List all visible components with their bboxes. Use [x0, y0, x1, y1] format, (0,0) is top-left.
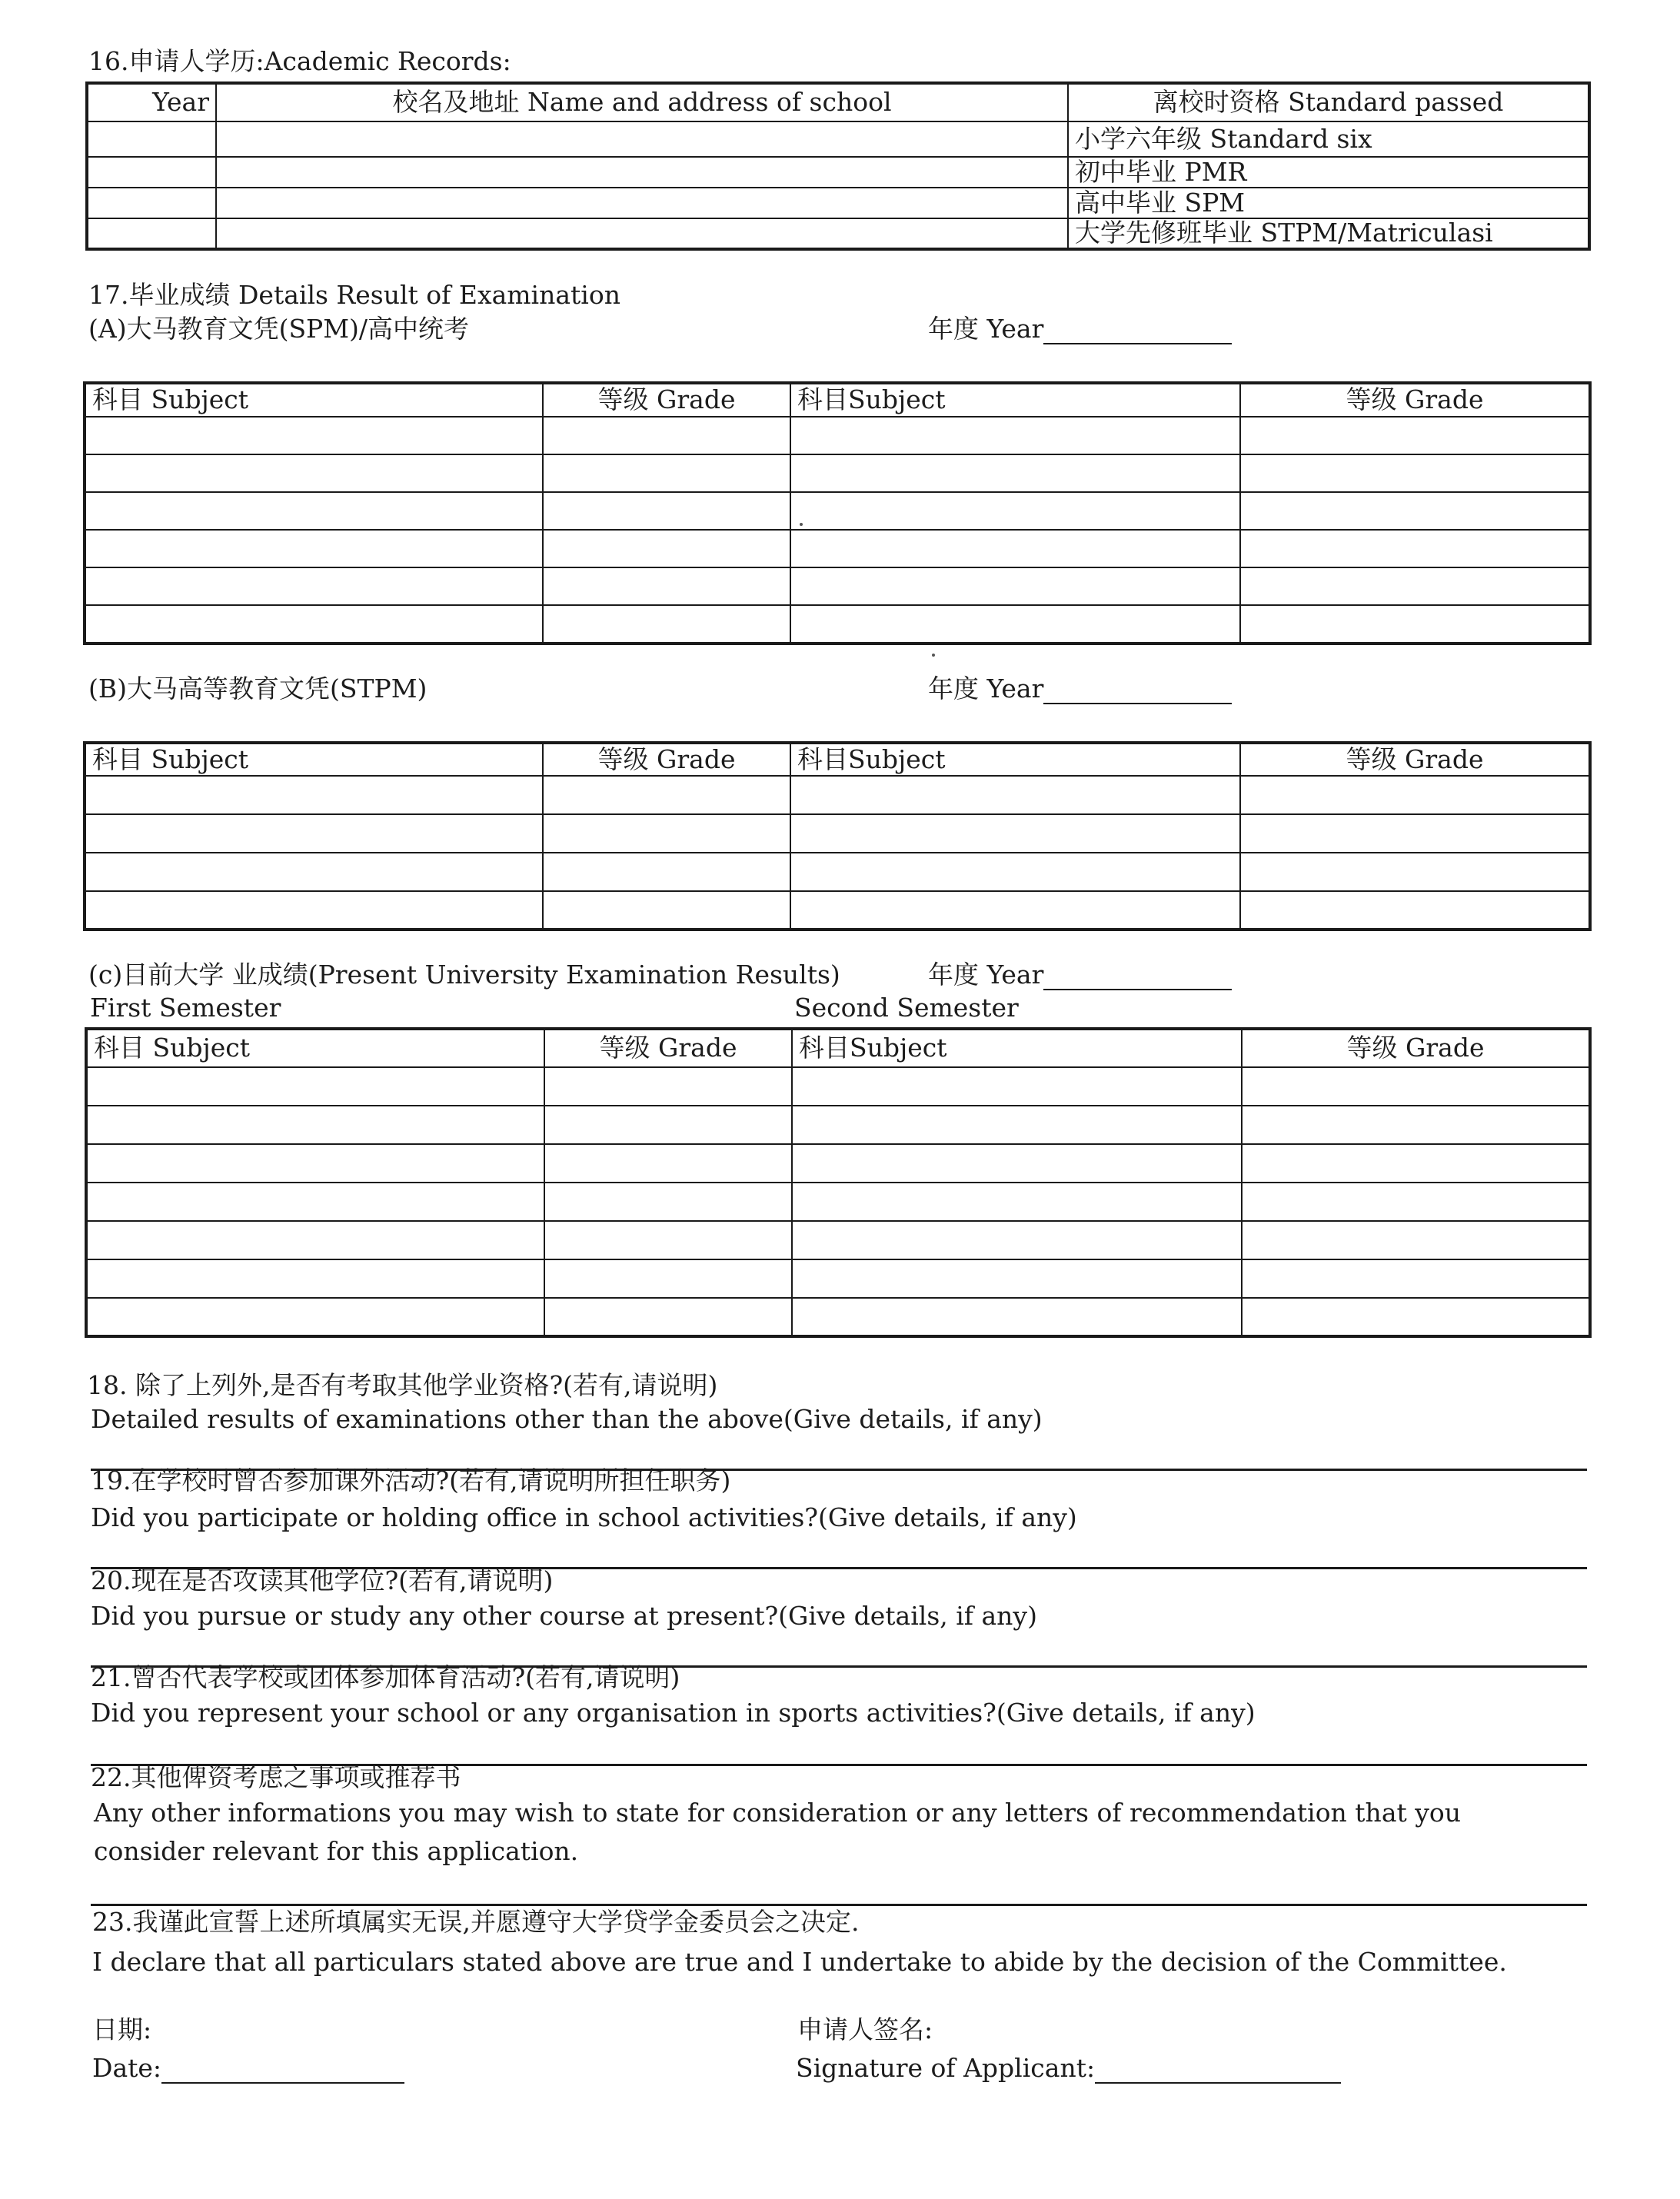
section-17b-title: (B)大马高等教育文凭(STPM) [88, 674, 427, 704]
grade-cell[interactable] [1242, 1221, 1590, 1259]
grade-cell[interactable] [544, 1298, 792, 1336]
subject-cell[interactable] [85, 567, 543, 605]
section-22-en-line2: consider relevant for this application. [94, 1836, 579, 1866]
school-cell[interactable] [216, 188, 1068, 218]
grade-cell[interactable] [1240, 891, 1590, 930]
grade-cell[interactable] [1240, 776, 1590, 814]
subject-cell[interactable] [86, 1144, 544, 1183]
signature-label-cn: 申请人签名: [797, 2014, 933, 2044]
subject-cell[interactable] [85, 776, 543, 814]
grade-cell[interactable] [1240, 530, 1590, 567]
section-23-cn: 23.我谨此宣誓上述所填属实无误,并愿遵守大学贷学金委员会之决定. [92, 1907, 860, 1937]
section-20-en: Did you pursue or study any other course at present?(Give details, if any) [91, 1601, 1037, 1631]
section-20-cn: 20.现在是否攻读其他学位?(若有,请说明) [91, 1565, 554, 1595]
header-school: 校名及地址 Name and address of school [216, 83, 1068, 121]
signature-field [796, 2053, 1341, 2084]
subject-cell[interactable] [792, 1259, 1242, 1298]
grade-cell[interactable] [1240, 492, 1590, 530]
section-18-cn: 18. 除了上列外,是否有考取其他学业资格?(若有,请说明) [87, 1370, 718, 1400]
school-cell[interactable] [216, 218, 1068, 249]
subject-cell[interactable] [792, 1067, 1242, 1106]
subject-cell[interactable] [790, 814, 1240, 853]
date-label-en: Date: [92, 2053, 162, 2083]
subject-cell[interactable] [790, 454, 1240, 492]
date-label-cn: 日期: [92, 2014, 152, 2044]
header-subject: 科目Subject [792, 1029, 1242, 1067]
school-cell[interactable] [216, 121, 1068, 157]
grade-cell[interactable] [543, 492, 790, 530]
grade-cell[interactable] [544, 1144, 792, 1183]
header-grade: 等级 Grade [1240, 383, 1590, 417]
year-input-b[interactable] [1043, 677, 1232, 704]
university-results-table [85, 1027, 1592, 1338]
scan-speck [932, 654, 935, 657]
grade-cell[interactable] [1240, 417, 1590, 454]
grade-cell[interactable] [543, 891, 790, 930]
year-field-c [928, 960, 1232, 990]
year-field-b [928, 674, 1232, 704]
subject-cell[interactable] [792, 1106, 1242, 1144]
grade-cell[interactable] [1240, 567, 1590, 605]
school-cell[interactable] [216, 157, 1068, 188]
first-semester-label: First Semester [90, 993, 281, 1023]
grade-cell[interactable] [543, 814, 790, 853]
answer-line-22[interactable] [91, 1904, 1587, 1906]
grade-cell[interactable] [544, 1259, 792, 1298]
subject-cell[interactable] [86, 1067, 544, 1106]
grade-cell[interactable] [1242, 1144, 1590, 1183]
section-17c-title: (c)目前大学 业成绩(Present University Examination Results) [88, 960, 840, 990]
grade-cell[interactable] [543, 567, 790, 605]
header-year: Year [87, 83, 216, 121]
year-label: 年度 Year [928, 314, 1044, 344]
header-standard: 离校时资格 Standard passed [1068, 83, 1589, 121]
subject-cell[interactable] [85, 853, 543, 891]
subject-cell[interactable] [792, 1144, 1242, 1183]
subject-cell[interactable] [85, 891, 543, 930]
section-19-en: Did you participate or holding office in school activities?(Give details, if any) [91, 1502, 1077, 1532]
header-subject: 科目Subject [790, 743, 1240, 776]
grade-cell[interactable] [544, 1183, 792, 1221]
subject-cell[interactable] [85, 454, 543, 492]
standard-cell: 初中毕业 PMR [1068, 157, 1589, 188]
grade-cell[interactable] [1242, 1259, 1590, 1298]
header-grade: 等级 Grade [1242, 1029, 1590, 1067]
subject-cell[interactable] [86, 1298, 544, 1336]
year-label: 年度 Year [928, 674, 1044, 704]
header-subject: 科目Subject [790, 383, 1240, 417]
section-22-en-line1: Any other informations you may wish to state for consideration or any letters of recommendation that you [94, 1798, 1462, 1828]
section-23-en: I declare that all particulars stated above are true and I undertake to abide by the decision of the Committee. [92, 1947, 1507, 1977]
subject-cell[interactable] [86, 1183, 544, 1221]
subject-cell[interactable] [790, 417, 1240, 454]
scan-speck [800, 523, 803, 526]
grade-cell[interactable] [1240, 605, 1590, 644]
grade-cell[interactable] [544, 1067, 792, 1106]
grade-cell[interactable] [543, 605, 790, 644]
subject-cell[interactable] [790, 891, 1240, 930]
section-22-cn: 22.其他俾资考虑之事项或推荐书 [91, 1762, 461, 1792]
grade-cell[interactable] [543, 530, 790, 567]
standard-cell: 高中毕业 SPM [1068, 188, 1589, 218]
date-field [92, 2053, 404, 2084]
subject-cell[interactable] [85, 605, 543, 644]
subject-cell[interactable] [792, 1221, 1242, 1259]
signature-label-en: Signature of Applicant: [796, 2053, 1096, 2083]
grade-cell[interactable] [543, 454, 790, 492]
year-cell[interactable] [87, 121, 216, 157]
spm-results-table [83, 381, 1592, 645]
section-21-cn: 21.曾否代表学校或团体参加体育活动?(若有,请说明) [91, 1662, 680, 1692]
academic-records-table [85, 82, 1591, 251]
subject-cell[interactable] [790, 853, 1240, 891]
year-input-c[interactable] [1043, 963, 1232, 990]
grade-cell[interactable] [1242, 1183, 1590, 1221]
grade-cell[interactable] [543, 853, 790, 891]
year-cell[interactable] [87, 157, 216, 188]
year-cell[interactable] [87, 188, 216, 218]
grade-cell[interactable] [1242, 1106, 1590, 1144]
subject-cell[interactable] [790, 776, 1240, 814]
subject-cell[interactable] [790, 530, 1240, 567]
subject-cell[interactable] [792, 1183, 1242, 1221]
subject-cell[interactable] [790, 605, 1240, 644]
grade-cell[interactable] [1242, 1298, 1590, 1336]
subject-cell[interactable] [790, 492, 1240, 530]
section-21-en: Did you represent your school or any organisation in sports activities?(Give details, if any) [91, 1698, 1256, 1728]
header-grade: 等级 Grade [543, 383, 790, 417]
header-grade: 等级 Grade [543, 743, 790, 776]
grade-cell[interactable] [1240, 814, 1590, 853]
header-grade: 等级 Grade [1240, 743, 1590, 776]
standard-cell: 小学六年级 Standard six [1068, 121, 1589, 157]
grade-cell[interactable] [544, 1221, 792, 1259]
grade-cell[interactable] [543, 776, 790, 814]
year-input-a[interactable] [1043, 317, 1232, 344]
subject-cell[interactable] [86, 1259, 544, 1298]
year-cell[interactable] [87, 218, 216, 249]
grade-cell[interactable] [1240, 853, 1590, 891]
grade-cell[interactable] [544, 1106, 792, 1144]
subject-cell[interactable] [86, 1106, 544, 1144]
year-label: 年度 Year [928, 960, 1044, 990]
stpm-results-table [83, 741, 1592, 931]
subject-cell[interactable] [85, 814, 543, 853]
subject-cell[interactable] [86, 1221, 544, 1259]
year-field-a [928, 314, 1232, 344]
grade-cell[interactable] [1240, 454, 1590, 492]
standard-cell: 大学先修班毕业 STPM/Matriculasi [1068, 218, 1589, 249]
grade-cell[interactable] [1242, 1067, 1590, 1106]
subject-cell[interactable] [85, 492, 543, 530]
section-19-cn: 19.在学校时曾否参加课外活动?(若有,请说明所担任职务) [91, 1465, 731, 1495]
signature-input[interactable] [1095, 2056, 1341, 2084]
section-16-title: 16.申请人学历:Academic Records: [88, 46, 511, 76]
header-subject: 科目 Subject [85, 383, 543, 417]
section-18-en: Detailed results of examinations other than the above(Give details, if any) [91, 1404, 1043, 1434]
header-subject: 科目 Subject [86, 1029, 544, 1067]
section-17-title: 17.毕业成绩 Details Result of Examination [88, 280, 620, 310]
subject-cell[interactable] [85, 417, 543, 454]
date-input[interactable] [161, 2056, 404, 2084]
second-semester-label: Second Semester [794, 993, 1019, 1023]
subject-cell[interactable] [792, 1298, 1242, 1336]
header-subject: 科目 Subject [85, 743, 543, 776]
grade-cell[interactable] [543, 417, 790, 454]
subject-cell[interactable] [790, 567, 1240, 605]
header-grade: 等级 Grade [544, 1029, 792, 1067]
section-17a-title: (A)大马教育文凭(SPM)/高中统考 [88, 314, 470, 344]
subject-cell[interactable] [85, 530, 543, 567]
